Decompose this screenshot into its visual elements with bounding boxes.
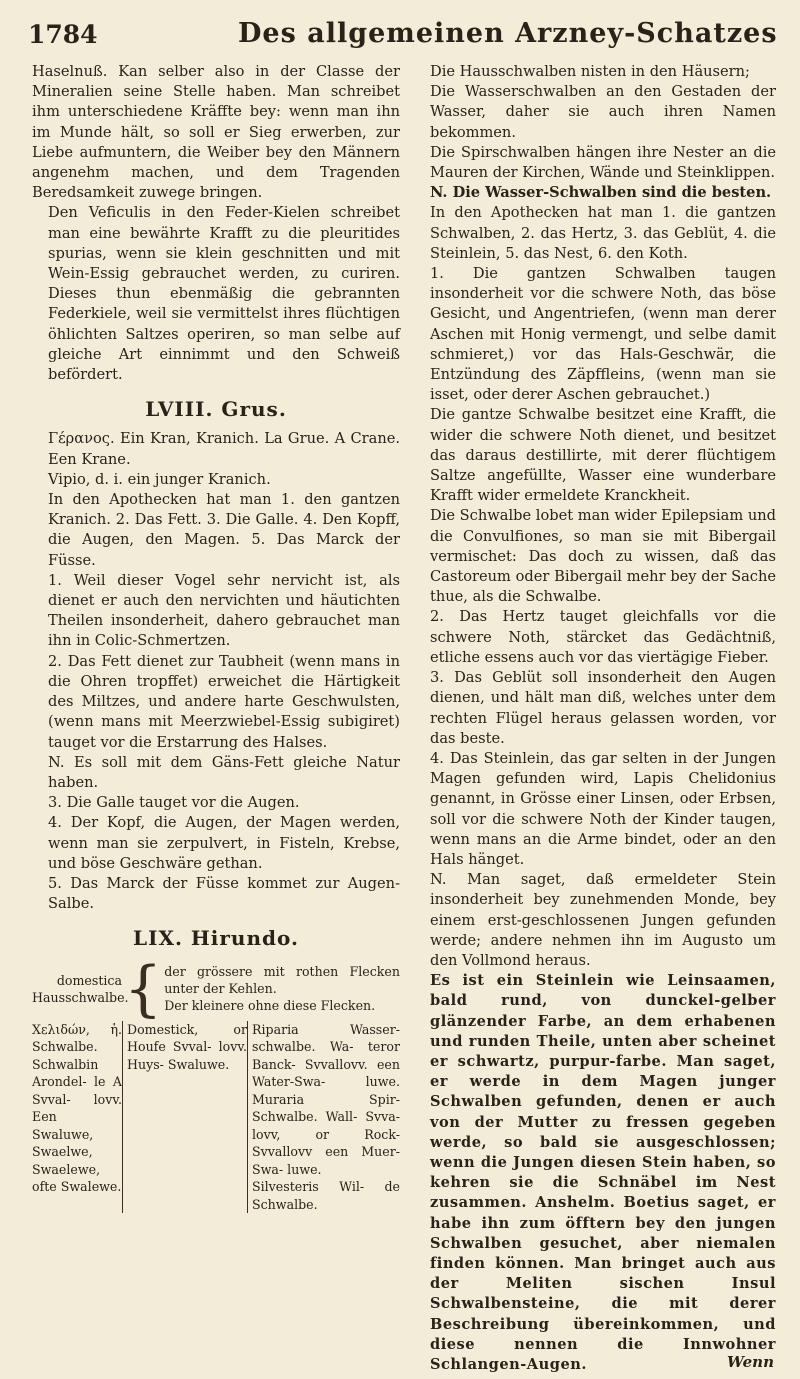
synonym-entry: Silvesteris Wil- de Schwalbe.: [252, 1179, 400, 1212]
synonym-table: [32, 1021, 400, 1214]
right-column: [414, 62, 776, 1375]
paragraph: 4. Der Kopf, die Augen, der Magen werden, wenn man sie zerpulvert, in Fisteln, Krebse, und böse Geschwäre gethan.: [48, 814, 400, 872]
running-header: [28, 14, 778, 54]
paragraph: 5. Das Marck der Füsse kommet zur Augen-Salbe.: [48, 874, 400, 913]
paragraph: Haselnuß. Kan selber also in der Classe der Mineralien seine Stelle haben. Man schreibet ihm unterschiedene Kräffte bey: wenn man ihn im Munde hält, so soll er Sieg erwerben, zur Liebe aufmuntern, die Weiber bey den Männern angenehm machen, und dem Tragenden Beredsamkeit zuwege bringen.: [32, 63, 400, 202]
section-heading-grus: LVIII. Grus.: [145, 397, 287, 422]
paragraph: N. Es soll mit dem Gäns-Fett gleiche Natur haben.: [48, 753, 400, 791]
paragraph: Die Wasserschwalben an den Gestaden der Wasser, daher sie auch ihren Namen bekommen.: [430, 83, 776, 141]
paragraph: 2. Das Fett dienet zur Taubheit (wenn mans in die Ohren tropffet) erweichet die Härtigkeit des Miltzes, und andere harte Geschwulsten, (wenn mans mit Meerzwiebel-Essig subigiret) tauget vor die Erstarrung des Halses.: [48, 652, 400, 751]
paragraph: 1. Die gantzen Schwalben taugen insonderheit vor die schwere Noth, das böse Gesicht, und Angentriefen, (wenn man derer Aschen mit Honig vermengt, und selbe damit schmieret,) vor das Hals-Geschwär, die Entzündung des Zäpffleins, (wenn man sie isset, oder derer Aschen gebrauchet.): [430, 265, 776, 404]
brace-label: domestica: [56, 972, 122, 988]
paragraph: Es ist ein Steinlein wie Leinsaamen, bald rund, von dunckel-gelber glänzender Farbe, an dem erhabenen und runden Theile, unten aber scheinet er schwartz, purpur-farbe. Man saget, er werde in dem Magen junger Schwalben gefunden, denen er auch von der Mutter zu fressen gegeben werde, so bald sie ausgeschlossen; wenn die Jungen diesen Stein haben, so kehren sie die Schnäbel im Nest zusammen. Anshelm. Boetius saget, er habe ihn zum öfftern bey den jungen Schwalben gesuchet, aber niemalen finden können. Man bringet auch aus der Meliten sischen Insul Schwalbensteine, die mit derer Beschreibung übereinkommen, und diese nennen die Innwohner Schlangen-Augen.: [430, 972, 776, 1373]
paragraph: Die gantze Schwalbe besitzet eine Krafft, die wider die schwere Noth dienet, und besitzet das daraus destillirte, mit derer flüchtigem Saltze angefüllte, Wasser eine wunderbare Krafft wider ermeldete Kranckheit.: [430, 406, 776, 505]
synonym-column: [247, 1021, 400, 1214]
brace-item: Der kleinere ohne diese Flecken.: [164, 998, 376, 1014]
brace-item: der grössere mit rothen Flecken unter der Kehlen.: [164, 964, 400, 997]
page-year: 1784: [28, 20, 98, 49]
paragraph: 1. Weil dieser Vogel sehr nervicht ist, als dienet er auch den nervichten und häutichten Theilen insonderheit, dahero gebrauchet man ihn in Colic-Schmertzen.: [48, 571, 400, 650]
paragraph: N. Man saget, daß ermeldeter Stein insonderheit bey zunehmenden Monde, bey einem erst-geschlossenen Jungen gefunden werde; andere nehmen ihn im Augusto um den Vollmond heraus.: [430, 871, 776, 969]
catchword: Wenn: [727, 1353, 774, 1371]
left-column: [32, 62, 400, 1213]
paragraph: 3. Das Geblüt soll insonderheit den Augen dienen, und hält man diß, welches unter dem rechten Flügel heraus gelassen worden, vor das beste.: [430, 669, 776, 747]
classification-brace: [32, 953, 400, 1024]
brace-glyph: {: [124, 953, 163, 1024]
paragraph: Die Spirschwalben hängen ihre Nester an die Mauren der Kirchen, Wände und Steinklippen.: [430, 143, 776, 182]
paragraph: Γέρανος. Ein Kran, Kranich. La Grue. A Crane. Een Krane.: [48, 430, 400, 468]
synonym-entry: Riparia Wasser- schwalbe. Wa- teror Banck- Svvallovv. een Water-Swa- luwe. Muraria Spir- Schwalbe. Wall- Svva- lovv, or Rock- Svvallovv een Muer-Swa- luwe.: [252, 1021, 400, 1177]
paragraph: Die Hausschwalben nisten in den Häusern;: [430, 63, 750, 80]
section-heading-hirundo: LIX. Hirundo.: [133, 926, 299, 951]
paragraph: 2. Das Hertz tauget gleichfalls vor die schwere Noth, stärcket das Gedächtniß, etliche essens auch vor das viertägige Fieber.: [430, 608, 776, 666]
paragraph: In den Apothecken hat man 1. den gantzen Kranich. 2. Das Fett. 3. Die Galle. 4. Den Kopff, die Augen, den Magen. 5. Das Marck der Füsse.: [48, 491, 400, 569]
paragraph: N. Die Wasser-Schwalben sind die besten.: [430, 184, 772, 202]
paragraph: 4. Das Steinlein, das gar selten in der Jungen Magen gefunden wird, Lapis Chelidonius genannt, in Grösse einer Linsen, oder Erbsen, soll vor die schwere Noth der Kinder taugen, wenn mans an die Arme bindet, oder an den Hals hänget.: [430, 749, 776, 868]
paragraph: Den Veficulis in den Feder-Kielen schreibet man eine bewährte Krafft zu die pleuritides spurias, wenn sie klein geschnitten und mit Wein-Essig gebrauchet werden, zu curiren. Dieses thun ebenmäßig die gebrannten Federkiele, weil sie vermittelst ihres flüchtigen öhlichten Saltzes operiren, so man selbe auf gleiche Art einnimmt und den Schweiß befördert.: [48, 204, 400, 384]
synonym-column: Domestick, or Houfe Svval- lovv. Huys- Swaluwe.: [122, 1021, 247, 1214]
paragraph: 3. Die Galle tauget vor die Augen.: [48, 794, 300, 812]
brace-label: Hausschwalbe.: [32, 989, 129, 1005]
running-title: Des allgemeinen Arzney-Schatzes: [238, 18, 778, 49]
paragraph: Die Schwalbe lobet man wider Epilepsiam und die Convulfiones, so man sie mit Bibergail vermischet: Das doch zu wissen, daß das Castoreum oder Bibergail mehr bey der Sache thue, als die Schwalbe.: [430, 507, 776, 606]
paragraph: In den Apothecken hat man 1. die gantzen Schwalben, 2. das Hertz, 3. das Geblüt, 4. die Steinlein, 5. das Nest, 6. den Koth.: [430, 204, 776, 262]
paragraph: Vipio, d. i. ein junger Kranich.: [48, 470, 271, 488]
synonym-column: Χελιδών, ἡ. Schwalbe. Schwalbin Arondel- le A Svval- lovv. Een Swaluwe, Swaelwe, Swaelewe, ofte Swalewe.: [32, 1021, 122, 1195]
